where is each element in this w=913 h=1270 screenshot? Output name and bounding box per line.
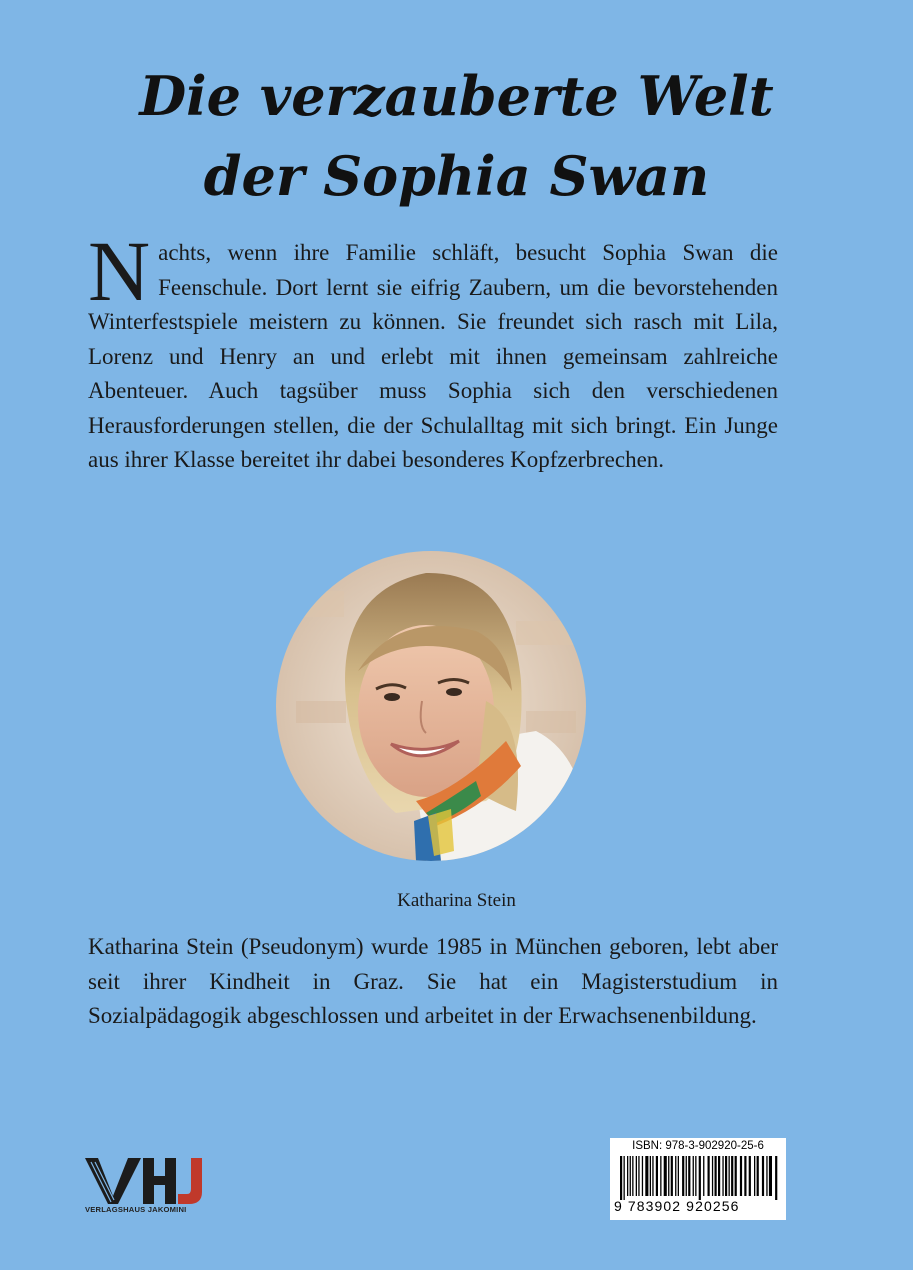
logo-letter-j <box>178 1158 202 1204</box>
barcode-bar <box>620 1156 622 1200</box>
barcode-bar <box>630 1156 631 1196</box>
barcode <box>620 1156 778 1200</box>
barcode-bar <box>754 1156 755 1196</box>
ean-number: 9 783902 920256 <box>614 1198 740 1214</box>
barcode-bar <box>744 1156 746 1196</box>
drop-cap: N <box>88 223 151 319</box>
barcode-bar <box>718 1156 720 1196</box>
isbn-label: ISBN: 978-3-902920-25-6 <box>632 1140 764 1152</box>
author-portrait-image <box>276 551 586 861</box>
barcode-bar <box>693 1156 694 1196</box>
barcode-bar <box>762 1156 764 1196</box>
book-blurb <box>88 223 778 478</box>
barcode-bar <box>735 1156 737 1196</box>
barcode-bar <box>650 1156 651 1196</box>
author-bio: Katharina Stein (Pseudonym) wurde 1985 in München geboren, lebt aber seit ihrer Kindheit in Graz. Sie hat ein Magisterstudium in Sozialpädagogik abgeschlossen und arbeitet in der Erwachsenenbildung. <box>88 934 778 1028</box>
barcode-bar <box>725 1156 727 1196</box>
book-title-line-1: Die verzauberte Welt <box>139 64 774 128</box>
barcode-bar <box>682 1156 684 1196</box>
barcode-bar <box>632 1156 633 1196</box>
book-title-line-2: der Sophia Swan <box>203 144 710 208</box>
isbn-barcode-block <box>610 1138 786 1220</box>
barcode-bar <box>627 1156 628 1196</box>
barcode-bar <box>766 1156 767 1196</box>
barcode-bar <box>775 1156 777 1200</box>
barcode-bar <box>638 1156 639 1196</box>
barcode-bar <box>712 1156 713 1196</box>
barcode-bar <box>642 1156 643 1196</box>
blurb-text: achts, wenn ihre Familie schläft, besucht Sophia Swan die Feenschule. Dort lernt sie eifrig Zaubern, um die bevorstehenden Winterfestspiele meistern zu können. Sie freundet sich rasch mit Lila, Lorenz und Henry an und erlebt mit ihnen gemeinsam zahlreiche Abenteuer. Auch tagsüber muss Sophia sich den verschiedenen Herausforderungen stellen, die der Schulalltag mit sich bringt. Ein Junge aus ihrer Klasse bereitet ihr dabei besonderes Kopfzerbrechen. <box>88 240 778 472</box>
barcode-bar <box>740 1156 742 1196</box>
barcode-bar <box>656 1156 658 1196</box>
barcode-bar <box>722 1156 723 1196</box>
author-photo <box>276 551 586 861</box>
barcode-bar <box>708 1156 710 1196</box>
barcode-bar <box>686 1156 687 1196</box>
barcode-bar <box>624 1156 625 1200</box>
barcode-bar <box>678 1156 679 1196</box>
author-photo-caption: Katharina Stein <box>397 890 516 911</box>
barcode-bar <box>675 1156 676 1196</box>
barcode-bar <box>699 1156 701 1200</box>
barcode-bar <box>668 1156 669 1196</box>
barcode-bar <box>715 1156 717 1196</box>
barcode-bar <box>645 1156 648 1196</box>
barcode-bar <box>664 1156 667 1196</box>
barcode-bar <box>688 1156 690 1196</box>
barcode-bar <box>757 1156 759 1196</box>
publisher-name: VERLAGSHAUS JAKOMINI <box>85 1205 187 1214</box>
barcode-bar <box>749 1156 751 1196</box>
barcode-bar <box>731 1156 733 1196</box>
barcode-bar <box>695 1156 696 1196</box>
barcode-bar <box>671 1156 673 1196</box>
barcode-bar <box>729 1156 730 1196</box>
logo-letter-v <box>85 1158 141 1204</box>
barcode-bar <box>769 1156 772 1196</box>
logo-letter-h <box>143 1158 176 1204</box>
book-title <box>0 56 913 216</box>
barcode-bar <box>703 1156 704 1196</box>
barcode-bar <box>652 1156 653 1196</box>
barcode-bar <box>660 1156 661 1196</box>
barcode-bar <box>636 1156 637 1196</box>
